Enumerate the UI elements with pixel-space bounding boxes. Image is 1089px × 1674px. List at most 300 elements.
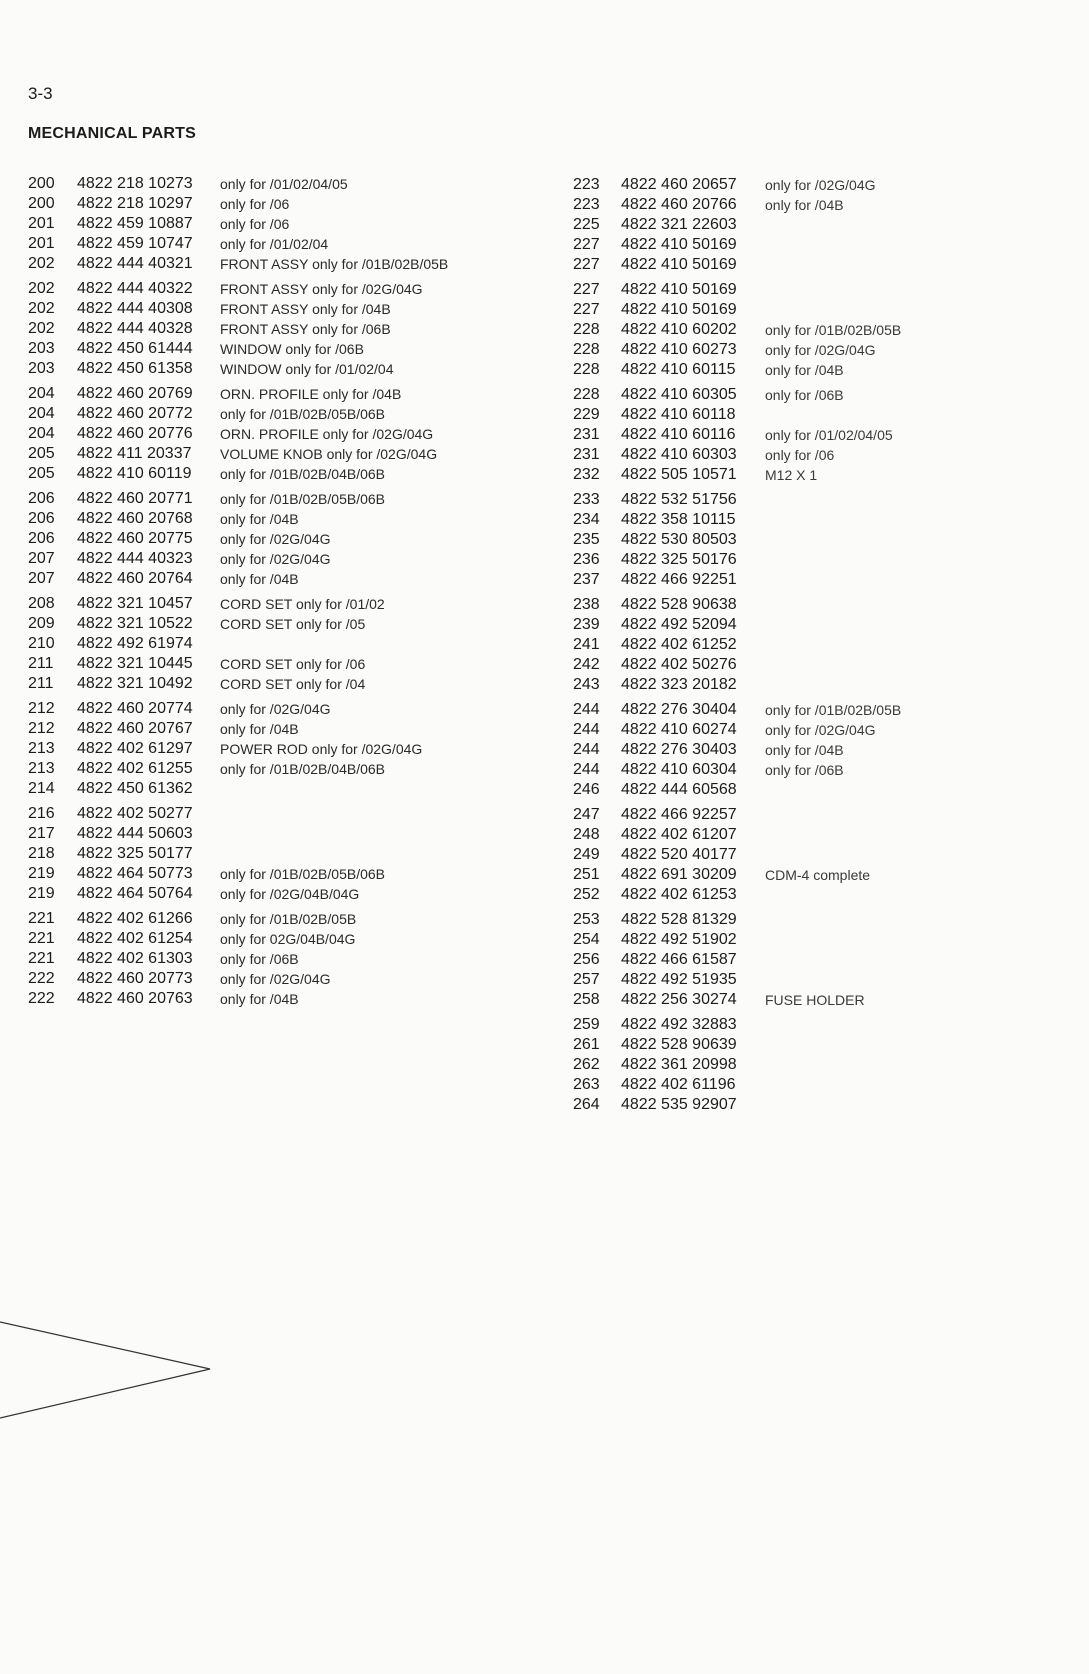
position-number: 228 — [573, 361, 600, 378]
part-description: only for /04B — [765, 197, 844, 213]
part-code: 4822 459 10887 — [77, 215, 193, 232]
parts-row — [573, 595, 901, 615]
position-number: 206 — [28, 490, 55, 507]
position-number: 228 — [573, 341, 600, 358]
parts-row — [573, 780, 901, 800]
part-description: only for /06 — [765, 447, 835, 463]
parts-row — [573, 700, 901, 720]
part-code: 4822 460 20771 — [77, 490, 193, 507]
part-description: CORD SET only for /01/02 — [220, 596, 385, 612]
parts-row — [28, 654, 448, 674]
part-code: 4822 402 61253 — [621, 886, 737, 903]
part-code: 4822 402 61266 — [77, 910, 193, 927]
parts-row — [573, 425, 901, 445]
parts-row — [28, 739, 448, 759]
part-code: 4822 325 50176 — [621, 551, 737, 568]
part-code: 4822 492 51935 — [621, 971, 737, 988]
parts-row — [573, 675, 901, 695]
position-number: 218 — [28, 845, 55, 862]
part-code: 4822 460 20774 — [77, 700, 193, 717]
position-number: 211 — [28, 675, 54, 692]
part-code: 4822 410 60273 — [621, 341, 737, 358]
parts-row — [573, 465, 901, 485]
part-code: 4822 276 30403 — [621, 741, 737, 758]
position-number: 222 — [28, 970, 55, 987]
parts-row — [573, 990, 901, 1010]
position-number: 227 — [573, 281, 600, 298]
part-description: only for /04B — [765, 362, 844, 378]
parts-row — [28, 594, 448, 614]
part-code: 4822 410 50169 — [621, 301, 737, 318]
parts-row — [573, 865, 901, 885]
parts-row — [573, 255, 901, 275]
parts-row — [573, 950, 901, 970]
part-code: 4822 520 40177 — [621, 846, 737, 863]
part-description: ORN. PROFILE only for /04B — [220, 386, 402, 402]
parts-row — [573, 760, 901, 780]
part-description: only for /02G/04G — [220, 701, 331, 717]
parts-row — [28, 719, 448, 739]
parts-row — [573, 385, 901, 405]
position-number: 263 — [573, 1076, 600, 1093]
position-number: 205 — [28, 445, 55, 462]
position-number: 207 — [28, 570, 55, 587]
position-number: 235 — [573, 531, 600, 548]
position-number: 214 — [28, 780, 55, 797]
parts-row — [573, 805, 901, 825]
position-number: 201 — [28, 215, 55, 232]
part-code: 4822 444 40322 — [77, 280, 193, 297]
parts-group — [28, 804, 448, 904]
position-number: 217 — [28, 825, 55, 842]
position-number: 202 — [28, 255, 55, 272]
part-description: only for /01B/02B/05B — [220, 911, 357, 927]
parts-row — [28, 779, 448, 799]
part-code: 4822 450 61444 — [77, 340, 193, 357]
position-number: 248 — [573, 826, 600, 843]
parts-row — [573, 280, 901, 300]
position-number: 223 — [573, 176, 600, 193]
parts-group — [573, 280, 901, 380]
parts-row — [573, 885, 901, 905]
parts-group — [573, 910, 901, 1010]
parts-row — [573, 825, 901, 845]
parts-row — [573, 1035, 901, 1055]
parts-row — [28, 884, 448, 904]
parts-row — [28, 319, 448, 339]
part-code: 4822 450 61362 — [77, 780, 193, 797]
position-number: 204 — [28, 405, 55, 422]
part-description: only for /04B — [220, 721, 299, 737]
parts-row — [573, 635, 901, 655]
part-code: 4822 410 60118 — [621, 406, 736, 423]
position-number: 221 — [28, 910, 55, 927]
parts-group — [573, 595, 901, 695]
position-number: 206 — [28, 530, 55, 547]
part-description: only for /01/02/04/05 — [765, 427, 893, 443]
part-code: 4822 218 10297 — [77, 195, 193, 212]
position-number: 203 — [28, 360, 55, 377]
part-code: 4822 460 20763 — [77, 990, 193, 1007]
parts-row — [573, 970, 901, 990]
part-description: only for /02G/04B/04G — [220, 886, 360, 902]
part-code: 4822 492 61974 — [77, 635, 193, 652]
position-number: 205 — [28, 465, 55, 482]
part-code: 4822 402 61252 — [621, 636, 737, 653]
part-description: FRONT ASSY only for /01B/02B/05B — [220, 256, 449, 272]
position-number: 203 — [28, 340, 55, 357]
parts-row — [573, 1075, 901, 1095]
part-code: 4822 460 20776 — [77, 425, 193, 442]
part-code: 4822 321 10522 — [77, 615, 193, 632]
parts-row — [28, 234, 448, 254]
parts-row — [28, 909, 448, 929]
part-description: FRONT ASSY only for /04B — [220, 301, 391, 317]
part-code: 4822 444 60568 — [621, 781, 737, 798]
part-description: only for /02G/04G — [220, 531, 331, 547]
position-number: 261 — [573, 1036, 600, 1053]
parts-row — [28, 464, 448, 484]
position-number: 201 — [28, 235, 55, 252]
part-description: only for /06B — [765, 387, 844, 403]
position-number: 232 — [573, 466, 600, 483]
parts-group — [573, 175, 901, 275]
part-code: 4822 459 10747 — [77, 235, 193, 252]
part-code: 4822 321 10492 — [77, 675, 193, 692]
part-code: 4822 323 20182 — [621, 676, 737, 693]
parts-row — [573, 1095, 901, 1115]
parts-list-left — [28, 174, 448, 1014]
position-number: 243 — [573, 676, 600, 693]
part-description: only for /06 — [220, 216, 290, 232]
part-description: only for /04B — [220, 571, 299, 587]
part-code: 4822 402 50276 — [621, 656, 737, 673]
parts-group — [28, 384, 448, 484]
position-number: 221 — [28, 950, 55, 967]
position-number: 228 — [573, 386, 600, 403]
part-code: 4822 528 81329 — [621, 911, 737, 928]
part-code: 4822 492 51902 — [621, 931, 737, 948]
parts-group — [28, 699, 448, 799]
position-number: 213 — [28, 740, 55, 757]
parts-row — [28, 444, 448, 464]
parts-row — [28, 949, 448, 969]
position-number: 202 — [28, 300, 55, 317]
part-code: 4822 464 50773 — [77, 865, 193, 882]
parts-row — [573, 530, 901, 550]
parts-row — [573, 1015, 901, 1035]
page-title: MECHANICAL PARTS — [28, 125, 196, 142]
position-number: 211 — [28, 655, 54, 672]
part-description: only for /01B/02B/05B/06B — [220, 406, 385, 422]
position-number: 219 — [28, 865, 55, 882]
part-code: 4822 402 61255 — [77, 760, 193, 777]
part-code: 4822 358 10115 — [621, 511, 736, 528]
parts-group — [573, 805, 901, 905]
part-code: 4822 532 51756 — [621, 491, 737, 508]
position-number: 227 — [573, 256, 600, 273]
part-code: 4822 410 50169 — [621, 256, 737, 273]
part-code: 4822 460 20775 — [77, 530, 193, 547]
position-number: 239 — [573, 616, 600, 633]
parts-row — [28, 214, 448, 234]
position-number: 247 — [573, 806, 600, 823]
part-code: 4822 402 61303 — [77, 950, 193, 967]
parts-row — [28, 299, 448, 319]
part-code: 4822 325 50177 — [77, 845, 193, 862]
position-number: 216 — [28, 805, 55, 822]
part-description: only for /02G/04G — [765, 342, 876, 358]
part-description: M12 X 1 — [765, 467, 818, 483]
position-number: 231 — [573, 446, 600, 463]
part-code: 4822 460 20769 — [77, 385, 193, 402]
parts-row — [573, 550, 901, 570]
parts-row — [573, 930, 901, 950]
parts-row — [573, 215, 901, 235]
page-number: 3-3 — [28, 84, 53, 103]
part-code: 4822 444 40323 — [77, 550, 193, 567]
parts-row — [573, 615, 901, 635]
parts-row — [28, 359, 448, 379]
part-description: FRONT ASSY only for /02G/04G — [220, 281, 423, 297]
parts-group — [573, 700, 901, 800]
part-code: 4822 402 61196 — [621, 1076, 736, 1093]
part-description: FUSE HOLDER — [765, 992, 865, 1008]
position-number: 227 — [573, 236, 600, 253]
part-description: only for /01/02/04/05 — [220, 176, 348, 192]
parts-row — [573, 570, 901, 590]
position-number: 249 — [573, 846, 600, 863]
part-description: only for /04B — [220, 991, 299, 1007]
parts-group — [28, 909, 448, 1009]
position-number: 231 — [573, 426, 600, 443]
position-number: 233 — [573, 491, 600, 508]
position-number: 204 — [28, 385, 55, 402]
position-number: 213 — [28, 760, 55, 777]
part-description: CDM-4 complete — [765, 867, 871, 883]
parts-row — [573, 340, 901, 360]
position-number: 244 — [573, 721, 600, 738]
position-number: 212 — [28, 700, 55, 717]
part-code: 4822 410 60274 — [621, 721, 737, 738]
part-description: only for /01B/02B/05B — [765, 322, 902, 338]
part-description: VOLUME KNOB only for /02G/04G — [220, 446, 438, 462]
part-description: only for /02G/04G — [765, 177, 876, 193]
position-number: 238 — [573, 596, 600, 613]
part-code: 4822 410 60305 — [621, 386, 737, 403]
part-code: 4822 410 60202 — [621, 321, 737, 338]
part-description: only for /01B/02B/05B — [765, 702, 902, 718]
part-code: 4822 402 61254 — [77, 930, 193, 947]
position-number: 207 — [28, 550, 55, 567]
part-code: 4822 460 20766 — [621, 196, 737, 213]
part-code: 4822 410 60304 — [621, 761, 737, 778]
parts-row — [573, 490, 901, 510]
parts-row — [28, 569, 448, 589]
parts-row — [28, 824, 448, 844]
parts-row — [28, 254, 448, 274]
part-code: 4822 460 20768 — [77, 510, 193, 527]
part-code: 4822 460 20773 — [77, 970, 193, 987]
part-description: only for 02G/04B/04G — [220, 931, 356, 947]
cutting-wedge-mark — [0, 1310, 230, 1420]
parts-row — [28, 279, 448, 299]
part-description: only for /02G/04G — [765, 722, 876, 738]
part-description: POWER ROD only for /02G/04G — [220, 741, 423, 757]
position-number: 202 — [28, 280, 55, 297]
part-code: 4822 402 61297 — [77, 740, 193, 757]
part-code: 4822 410 50169 — [621, 236, 737, 253]
part-code: 4822 450 61358 — [77, 360, 193, 377]
part-description: only for /01/02/04 — [220, 236, 329, 252]
position-number: 252 — [573, 886, 600, 903]
part-code: 4822 535 92907 — [621, 1096, 737, 1113]
part-description: only for /01B/02B/04B/06B — [220, 466, 385, 482]
part-description: ORN. PROFILE only for /02G/04G — [220, 426, 434, 442]
part-code: 4822 492 52094 — [621, 616, 737, 633]
parts-group — [573, 385, 901, 485]
part-description: WINDOW only for /01/02/04 — [220, 361, 394, 377]
position-number: 244 — [573, 741, 600, 758]
part-code: 4822 218 10273 — [77, 175, 193, 192]
position-number: 253 — [573, 911, 600, 928]
parts-row — [28, 929, 448, 949]
part-description: only for /01B/02B/05B/06B — [220, 866, 385, 882]
parts-row — [573, 655, 901, 675]
position-number: 244 — [573, 761, 600, 778]
parts-list-right — [573, 175, 901, 1120]
part-code: 4822 256 30274 — [621, 991, 737, 1008]
part-description: CORD SET only for /04 — [220, 676, 366, 692]
part-description: only for /01B/02B/04B/06B — [220, 761, 385, 777]
parts-row — [573, 1055, 901, 1075]
parts-row — [573, 320, 901, 340]
part-code: 4822 691 30209 — [621, 866, 737, 883]
parts-row — [28, 759, 448, 779]
position-number: 264 — [573, 1096, 600, 1113]
position-number: 241 — [573, 636, 600, 653]
position-number: 246 — [573, 781, 600, 798]
part-code: 4822 321 10457 — [77, 595, 193, 612]
part-code: 4822 466 92251 — [621, 571, 737, 588]
part-description: only for /06B — [220, 951, 299, 967]
parts-row — [573, 910, 901, 930]
position-number: 212 — [28, 720, 55, 737]
position-number: 210 — [28, 635, 55, 652]
parts-row — [28, 969, 448, 989]
parts-group — [573, 490, 901, 590]
parts-group — [28, 279, 448, 379]
parts-group — [573, 1015, 901, 1115]
part-code: 4822 466 61587 — [621, 951, 737, 968]
part-description: only for /06B — [765, 762, 844, 778]
part-code: 4822 444 40328 — [77, 320, 193, 337]
position-number: 256 — [573, 951, 600, 968]
parts-row — [28, 844, 448, 864]
parts-row — [573, 360, 901, 380]
position-number: 236 — [573, 551, 600, 568]
parts-row — [573, 445, 901, 465]
parts-row — [28, 384, 448, 404]
part-code: 4822 444 40321 — [77, 255, 193, 272]
parts-row — [28, 339, 448, 359]
position-number: 237 — [573, 571, 600, 588]
part-description: only for /01B/02B/05B/06B — [220, 491, 385, 507]
part-code: 4822 410 60115 — [621, 361, 736, 378]
parts-row — [28, 509, 448, 529]
part-code: 4822 460 20657 — [621, 176, 737, 193]
part-code: 4822 410 60119 — [77, 465, 192, 482]
part-description: only for /06 — [220, 196, 290, 212]
position-number: 221 — [28, 930, 55, 947]
position-number: 251 — [573, 866, 600, 883]
parts-row — [28, 614, 448, 634]
part-code: 4822 411 20337 — [77, 445, 192, 462]
parts-row — [28, 489, 448, 509]
part-code: 4822 505 10571 — [621, 466, 737, 483]
part-code: 4822 361 20998 — [621, 1056, 737, 1073]
parts-row — [28, 404, 448, 424]
position-number: 242 — [573, 656, 600, 673]
part-code: 4822 460 20772 — [77, 405, 193, 422]
position-number: 234 — [573, 511, 600, 528]
parts-group — [28, 594, 448, 694]
position-number: 254 — [573, 931, 600, 948]
part-code: 4822 402 61207 — [621, 826, 737, 843]
parts-group — [28, 489, 448, 589]
position-number: 202 — [28, 320, 55, 337]
parts-row — [573, 195, 901, 215]
part-description: WINDOW only for /06B — [220, 341, 364, 357]
part-code: 4822 410 60303 — [621, 446, 737, 463]
position-number: 228 — [573, 321, 600, 338]
parts-row — [573, 300, 901, 320]
parts-row — [573, 720, 901, 740]
parts-row — [573, 235, 901, 255]
part-code: 4822 410 60116 — [621, 426, 736, 443]
position-number: 225 — [573, 216, 600, 233]
parts-row — [28, 699, 448, 719]
position-number: 244 — [573, 701, 600, 718]
part-code: 4822 530 80503 — [621, 531, 737, 548]
part-code: 4822 492 32883 — [621, 1016, 737, 1033]
part-description: only for /04B — [765, 742, 844, 758]
part-description: CORD SET only for /05 — [220, 616, 366, 632]
part-code: 4822 466 92257 — [621, 806, 737, 823]
parts-row — [573, 845, 901, 865]
part-code: 4822 464 50764 — [77, 885, 193, 902]
parts-row — [28, 424, 448, 444]
position-number: 209 — [28, 615, 55, 632]
part-code: 4822 402 50277 — [77, 805, 193, 822]
position-number: 223 — [573, 196, 600, 213]
parts-group — [28, 174, 448, 274]
position-number: 206 — [28, 510, 55, 527]
parts-row — [573, 510, 901, 530]
parts-row — [28, 634, 448, 654]
part-code: 4822 321 10445 — [77, 655, 193, 672]
position-number: 227 — [573, 301, 600, 318]
parts-row — [573, 405, 901, 425]
parts-row — [28, 549, 448, 569]
position-number: 200 — [28, 195, 55, 212]
parts-row — [28, 674, 448, 694]
part-description: only for /02G/04G — [220, 971, 331, 987]
position-number: 262 — [573, 1056, 600, 1073]
part-code: 4822 276 30404 — [621, 701, 737, 718]
position-number: 204 — [28, 425, 55, 442]
position-number: 208 — [28, 595, 55, 612]
